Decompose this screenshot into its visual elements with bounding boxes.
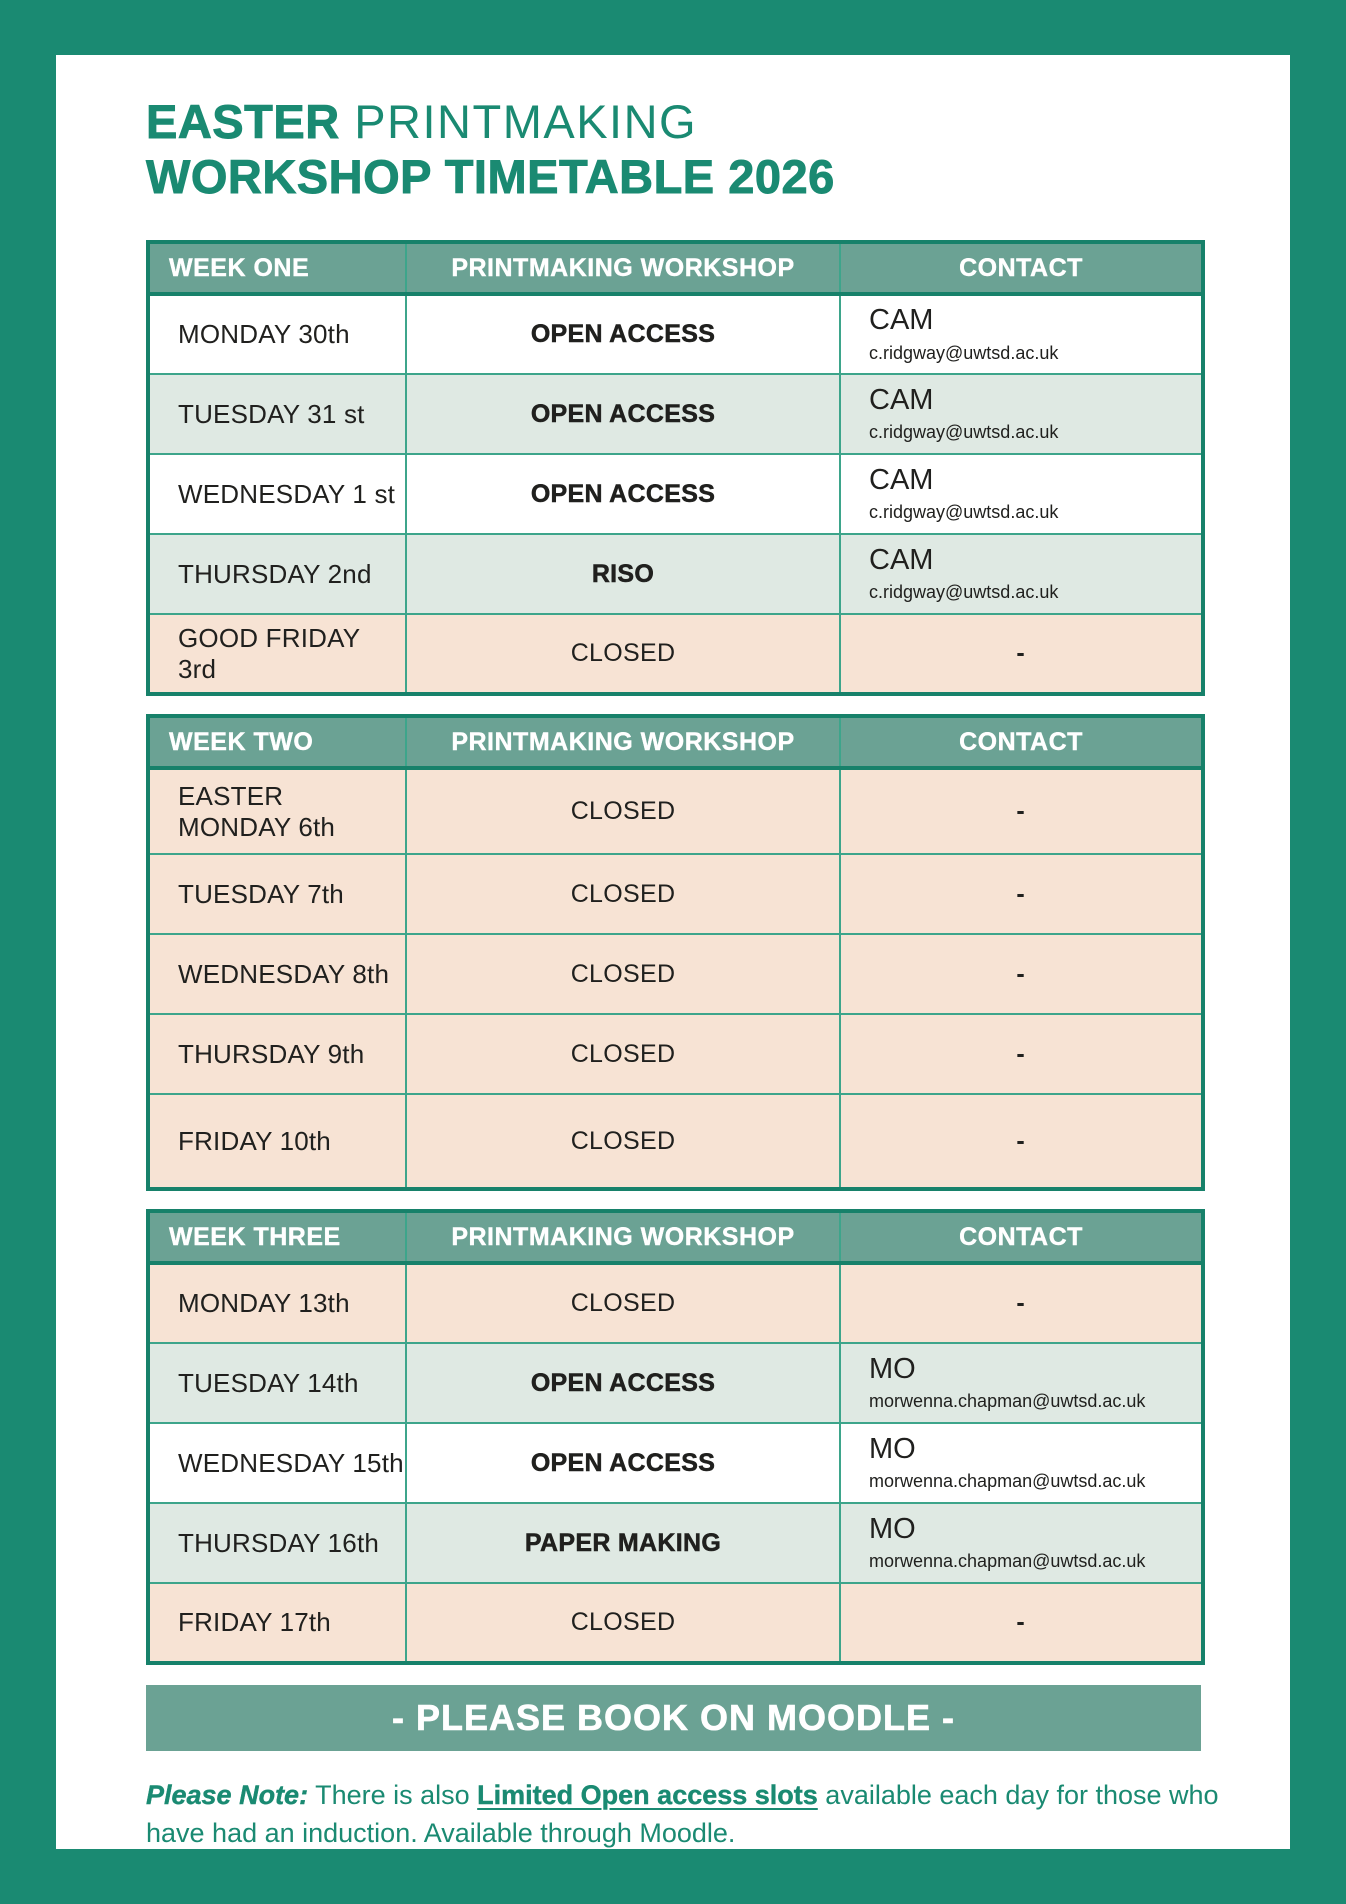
header-row: [148, 242, 1203, 294]
day-cell: MONDAY 13th: [148, 1263, 406, 1343]
workshop-cell: PAPER MAKING: [406, 1503, 840, 1583]
workshop-cell: CLOSED: [406, 854, 840, 934]
day-cell: THURSDAY 2nd: [148, 534, 406, 614]
day-cell: WEDNESDAY 8th: [148, 934, 406, 1014]
table-row: [148, 1014, 1203, 1094]
contact-name: CAM: [869, 543, 934, 576]
note-after: available each day for those who have had an induction. Available through Moodle.: [146, 1780, 1219, 1848]
workshop-cell: CLOSED: [406, 1014, 840, 1094]
week-one-table: [146, 240, 1205, 696]
workshop-cell: CLOSED: [406, 934, 840, 1014]
contact-name: CAM: [869, 304, 934, 337]
contact-cell: [840, 614, 1203, 694]
page-title: [146, 95, 1290, 204]
week-two-table: [146, 714, 1205, 1191]
contact-cell: [840, 1583, 1203, 1663]
workshop-cell: CLOSED: [406, 614, 840, 694]
title-line-two: WORKSHOP TIMETABLE 2026: [146, 149, 835, 203]
day-cell: GOOD FRIDAY 3rd: [148, 614, 406, 694]
contact-cell: [840, 768, 1203, 854]
contact-cell: [840, 934, 1203, 1014]
contact-email: c.ridgway@uwtsd.ac.uk: [869, 422, 1059, 442]
contact-dash: -: [1016, 1608, 1025, 1637]
contact-cell: [840, 1094, 1203, 1189]
workshop-cell: CLOSED: [406, 1583, 840, 1663]
day-cell: TUESDAY 14th: [148, 1343, 406, 1423]
contact-cell: [840, 454, 1203, 534]
contact-cell: [840, 1503, 1203, 1583]
poster-page: [56, 55, 1290, 1849]
table-row: [148, 614, 1203, 694]
day-cell: TUESDAY 31 st: [148, 374, 406, 454]
workshop-cell: OPEN ACCESS: [406, 454, 840, 534]
day-cell: THURSDAY 9th: [148, 1014, 406, 1094]
table-row: [148, 768, 1203, 854]
workshop-cell: OPEN ACCESS: [406, 1423, 840, 1503]
day-cell: MONDAY 30th: [148, 294, 406, 374]
workshop-cell: OPEN ACCESS: [406, 1343, 840, 1423]
workshop-cell: CLOSED: [406, 768, 840, 854]
workshop-cell: CLOSED: [406, 1263, 840, 1343]
day-cell: WEDNESDAY 1 st: [148, 454, 406, 534]
table-row: [148, 534, 1203, 614]
contact-dash: -: [1016, 797, 1025, 826]
week-three-table: [146, 1209, 1205, 1665]
contact-dash: -: [1016, 959, 1025, 988]
contact-cell: [840, 1343, 1203, 1423]
day-cell: FRIDAY 10th: [148, 1094, 406, 1189]
contact-name: MO: [869, 1352, 916, 1385]
contact-cell: [840, 294, 1203, 374]
contact-email: morwenna.chapman@uwtsd.ac.uk: [869, 1551, 1146, 1571]
note-highlight: Limited Open access slots: [477, 1780, 818, 1811]
note-before: There is also: [308, 1780, 478, 1811]
title-word-printmaking: PRINTMAKING: [339, 95, 698, 148]
contact-dash: -: [1016, 1289, 1025, 1318]
banner-label: - PLEASE BOOK ON MOODLE -: [391, 1697, 955, 1739]
column-header: CONTACT: [840, 242, 1203, 294]
column-header: PRINTMAKING WORKSHOP: [406, 1211, 840, 1263]
day-cell: WEDNESDAY 15th: [148, 1423, 406, 1503]
table-row: [148, 1583, 1203, 1663]
note-text: [146, 1777, 1246, 1849]
contact-email: c.ridgway@uwtsd.ac.uk: [869, 342, 1059, 363]
contact-name: MO: [869, 1432, 916, 1465]
contact-cell: [840, 1423, 1203, 1503]
table-row: [148, 854, 1203, 934]
table-row: [148, 1503, 1203, 1583]
header-row: [148, 1211, 1203, 1263]
table-row: [148, 934, 1203, 1014]
day-cell: THURSDAY 16th: [148, 1503, 406, 1583]
workshop-cell: CLOSED: [406, 1094, 840, 1189]
contact-cell: [840, 1014, 1203, 1094]
contact-email: c.ridgway@uwtsd.ac.uk: [869, 582, 1059, 602]
contact-name: MO: [869, 1512, 916, 1545]
column-header: PRINTMAKING WORKSHOP: [406, 242, 840, 294]
table-row: [148, 1263, 1203, 1343]
contact-dash: -: [1016, 1039, 1025, 1068]
workshop-cell: RISO: [406, 534, 840, 614]
table-row: [148, 1423, 1203, 1503]
contact-dash: -: [1016, 879, 1025, 908]
workshop-cell: OPEN ACCESS: [406, 374, 840, 454]
book-on-moodle-banner: [146, 1685, 1201, 1751]
table-row: [148, 374, 1203, 454]
contact-cell: [840, 854, 1203, 934]
workshop-cell: OPEN ACCESS: [406, 294, 840, 374]
header-row: [148, 716, 1203, 768]
table-row: [148, 294, 1203, 374]
column-header: WEEK TWO: [148, 716, 406, 768]
day-cell: EASTER MONDAY 6th: [148, 768, 406, 854]
contact-cell: [840, 534, 1203, 614]
contact-name: CAM: [869, 383, 934, 416]
contact-cell: [840, 1263, 1203, 1343]
day-cell: TUESDAY 7th: [148, 854, 406, 934]
title-word-easter: EASTER: [146, 95, 340, 148]
column-header: CONTACT: [840, 1211, 1203, 1263]
column-header: CONTACT: [840, 716, 1203, 768]
contact-name: CAM: [869, 463, 934, 496]
contact-email: morwenna.chapman@uwtsd.ac.uk: [869, 1471, 1146, 1491]
table-row: [148, 454, 1203, 534]
contact-dash: -: [1016, 639, 1025, 668]
column-header: WEEK THREE: [148, 1211, 406, 1263]
table-row: [148, 1094, 1203, 1189]
poster-content: [56, 55, 1290, 1849]
contact-email: c.ridgway@uwtsd.ac.uk: [869, 502, 1059, 522]
table-row: [148, 1343, 1203, 1423]
column-header: WEEK ONE: [148, 242, 406, 294]
contact-cell: [840, 374, 1203, 454]
contact-email: morwenna.chapman@uwtsd.ac.uk: [869, 1391, 1146, 1411]
column-header: PRINTMAKING WORKSHOP: [406, 716, 840, 768]
day-cell: FRIDAY 17th: [148, 1583, 406, 1663]
note-label: Please Note:: [146, 1780, 309, 1811]
contact-dash: -: [1016, 1126, 1025, 1155]
